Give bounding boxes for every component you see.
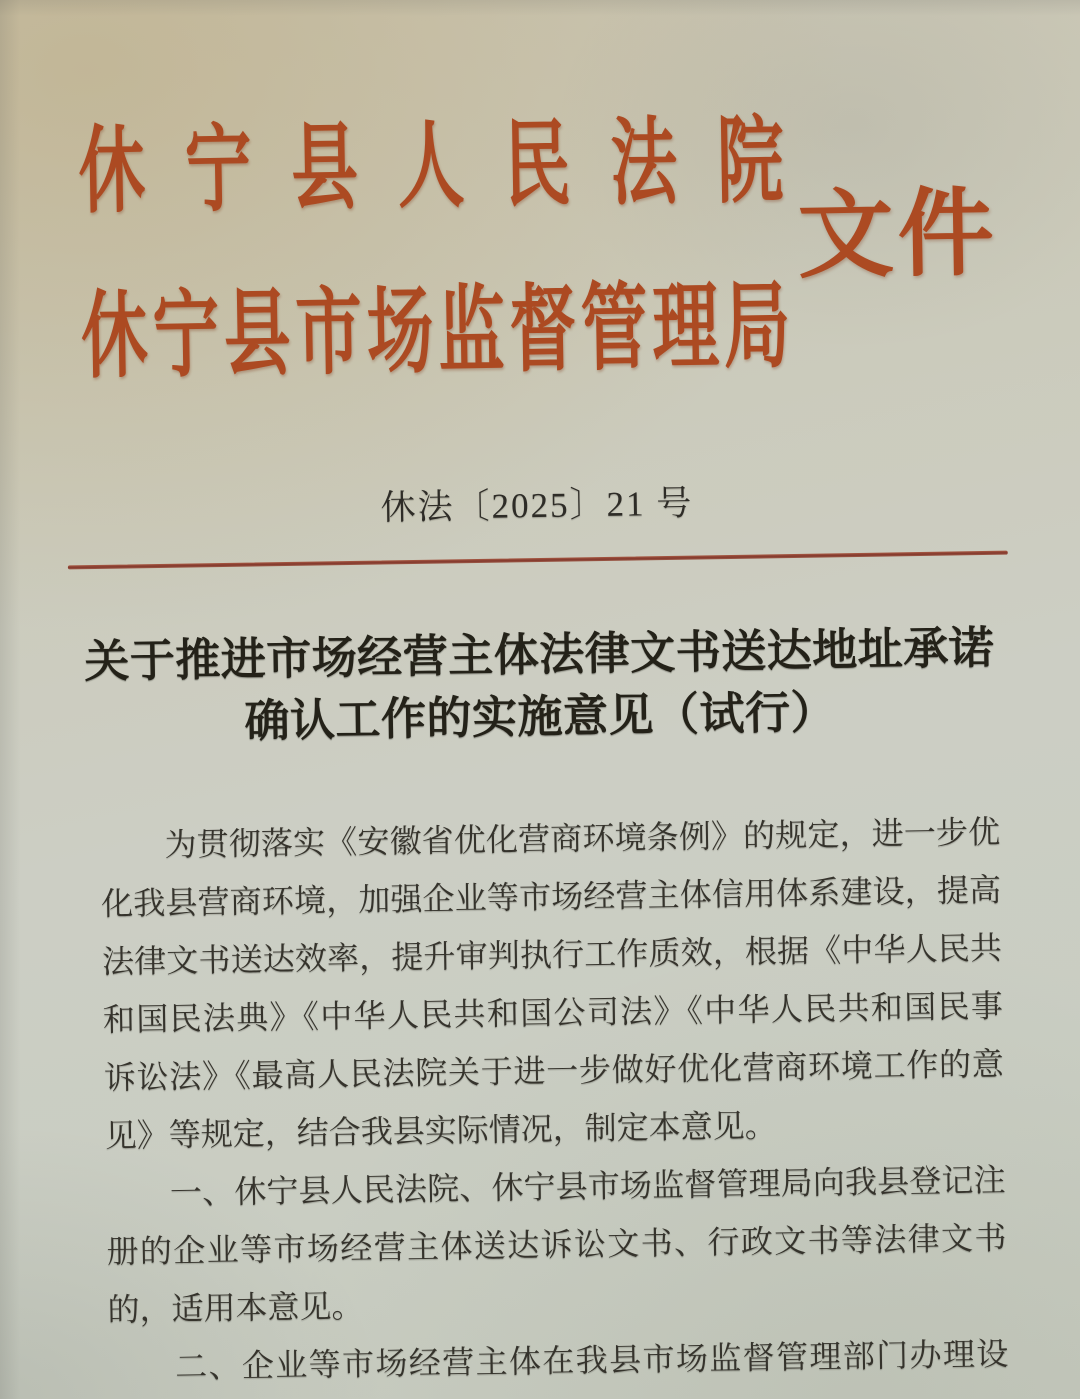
body-line: 二、企业等市场经营主体在我县市场监督管理部门办理设 [108,1335,1009,1386]
body-line: 册的企业等市场经营主体送达诉讼文书、行政文书等法律文书 [106,1219,1007,1270]
document-word: 文件 [796,179,999,290]
body-line: 的，适用本意见。 [107,1287,364,1328]
doc-number: 休法〔2025〕21 号 [380,483,694,528]
body-line: 见》等规定，结合我县实际情况，制定本意见。 [104,1107,778,1154]
title-line-2: 确认工作的实施意见（试行） [244,687,837,747]
document-title [0,616,1080,757]
document-body [100,803,1009,1397]
body-line: 为贯彻落实《安徽省优化营商环境条例》的规定，进一步优 [99,813,1001,864]
body-line: 和国民法典》《中华人民共和国公司法》《中华人民共和国民事 [102,987,1004,1038]
org-name-court-text: 休宁县人民法院 [77,107,825,226]
body-line: 诉讼法》《最高人民法院关于进一步做好优化营商环境工作的意 [103,1045,1005,1096]
title-line-1: 关于推进市场经营主体法律文书送达地址承诺 [83,622,995,688]
org-name-bureau-text: 休宁县市场监督管理局 [80,272,797,391]
body-line: 一、休宁县人民法院、休宁县市场监督管理局向我县登记注 [105,1161,1006,1212]
letterhead [77,107,1075,391]
body-line: 化我县营商环境，加强企业等市场经营主体信用体系建设，提高 [100,871,1002,922]
org-name-bureau [80,272,1075,391]
body-line: 法律文书送达效率，提升审判执行工作质效，根据《中华人民共 [101,929,1003,980]
red-divider-line [68,551,1008,570]
